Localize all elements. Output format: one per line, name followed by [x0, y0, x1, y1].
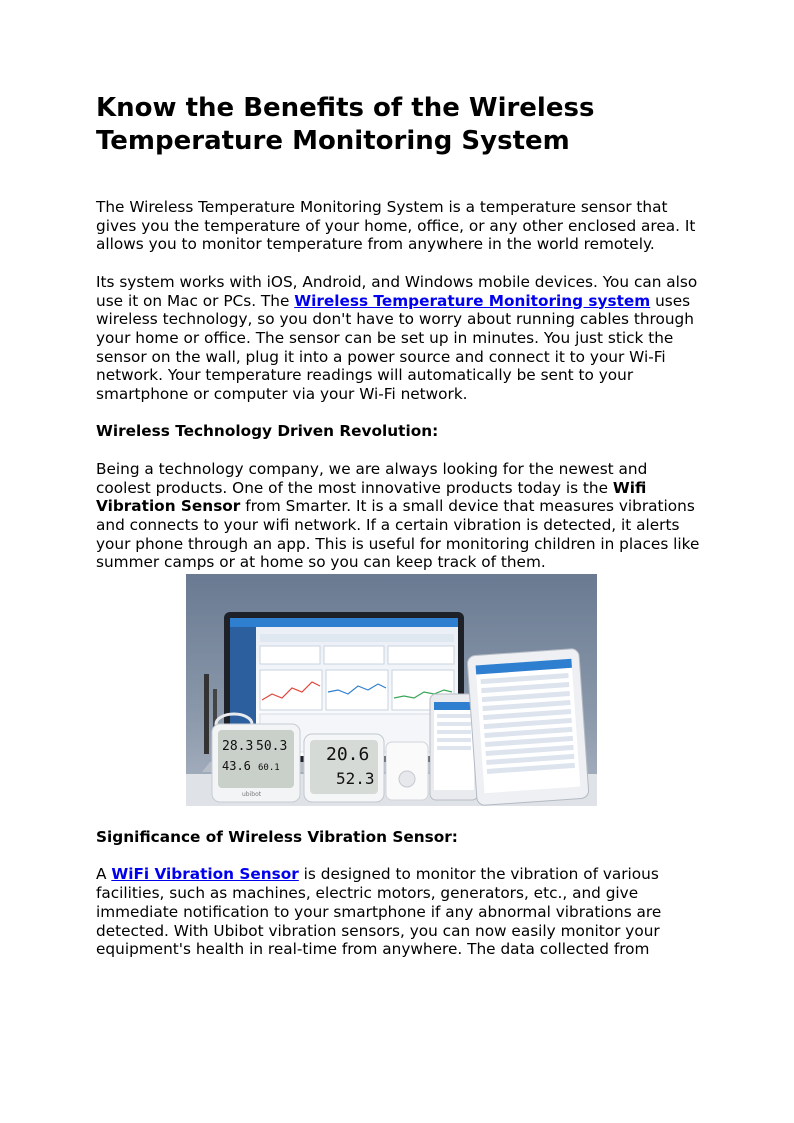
paragraph-text: A [96, 865, 112, 884]
wifi-vibration-sensor-link[interactable]: WiFi Vibration Sensor [111, 865, 299, 884]
reading-center-top: 20.6 [326, 744, 370, 766]
product-image [186, 574, 597, 806]
section-heading-revolution: Wireless Technology Driven Revolution: [96, 422, 439, 441]
temperature-sensor-device [212, 724, 300, 802]
wifi-vibration-sensor-bold: Wifi Vibration Sensor [96, 478, 647, 516]
reading-left-top: 28.3 [222, 739, 254, 755]
document-page [96, 92, 702, 959]
compatibility-paragraph [96, 273, 702, 404]
paragraph-text: Its system works with iOS, Android, and Windows mobile devices. You can also use it on Mac or PCs. The [96, 272, 698, 310]
revolution-paragraph [96, 460, 702, 572]
page-title: Know the Benefits of the Wireless Temperature Monitoring System [96, 93, 595, 156]
intro-paragraph: The Wireless Temperature Monitoring System is a temperature sensor that gives you the temperature of your home, office, or any other enclosed area. It allows you to monitor temperature from anywhere in the world remotely. [96, 198, 696, 254]
reading-left-bottom: 43.6 [222, 759, 251, 774]
paragraph-text: is designed to monitor the vibration of various facilities, such as machines, electric motors, generators, etc., and give immediate notification to your smartphone if any abnormal vibrations are detected. With Ubibot vibration sensors, you can now easily monitor your equipment's health in real-time from anywhere. The data collected from [96, 865, 662, 959]
brand-label: ubibot [242, 791, 262, 799]
paragraph-text: Being a technology company, we are always looking for the newest and coolest products. One of the most innovative products today is the [96, 459, 648, 497]
reading-left-right: 50.3 [256, 739, 288, 755]
reading-center-bottom: 52.3 [336, 769, 375, 789]
significance-paragraph [96, 865, 702, 959]
paragraph-text: uses wireless technology, so you don't have to worry about running cables through your home or office. The sensor can be set up in minutes. You just stick the sensor on the wall, plug it into a power source and connect it to your Wi-Fi network. Your temperature readings will automatically be sent to your smartphone or computer via your Wi-Fi network. [96, 291, 694, 404]
product-photo [186, 574, 597, 806]
vibration-sensor-device [304, 734, 384, 802]
tablet-device [467, 648, 589, 805]
paragraph-text: from Smarter. It is a small device that measures vibrations and connects to your wifi network. If a certain vibration is detected, it alerts your phone through an app. This is useful for monitoring children in places like summer camps or at home so you can keep track of them. [96, 497, 700, 572]
section-heading-significance: Significance of Wireless Vibration Sensor: [96, 828, 458, 847]
reading-left-small: 60.1 [258, 763, 280, 774]
wireless-temperature-monitoring-link[interactable]: Wireless Temperature Monitoring system [294, 291, 651, 310]
